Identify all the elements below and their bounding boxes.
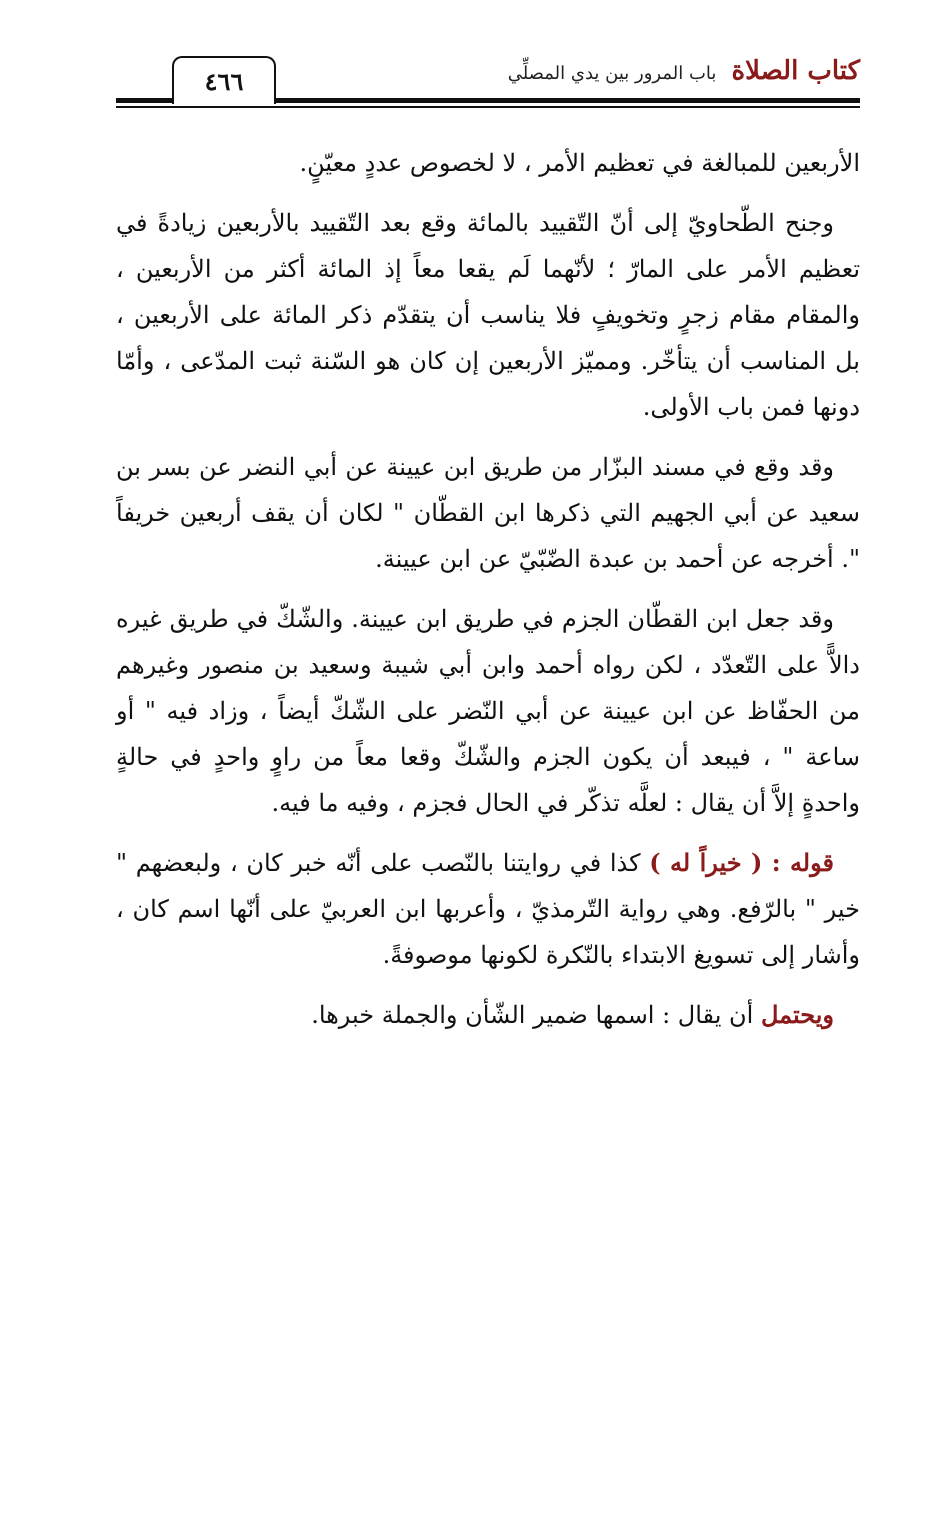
paragraph-3: وقد وقع في مسند البزّار من طريق ابن عيينة عن أبي النضر عن بسر بن سعيد عن أبي الجهيم التي ذكرها ابن القطّان " لكان أن يقف أربعين خريفاً ". أخرجه عن أحمد بن عبدة الضّبّيّ عن ابن عيينة. (116, 453, 860, 573)
chapter-title: باب المرور بين يدي المصلِّي (507, 63, 717, 84)
paragraph-6: ويحتمل أن يقال : اسمها ضمير الشّأن والجملة خبرها. (311, 1000, 834, 1029)
book-title: كتاب الصلاة (731, 56, 860, 86)
paragraph-1: الأربعين للمبالغة في تعظيم الأمر ، لا لخصوص عددٍ معيّنٍ. (299, 149, 860, 177)
header-rule-thin (116, 106, 860, 108)
highlight-word: ويحتمل (760, 1000, 834, 1029)
highlight-phrase: قوله : ( خيراً له ) (649, 848, 834, 877)
paragraph-2: وجنح الطّحاويّ إلى أنّ التّقييد بالمائة وقع بعد التّقييد بالأربعين زيادةً في تعظيم الأمر على المارّ ؛ لأنّهما لَم يقعا معاً إذ المائة أكثر من الأربعين ، والمقام مقام زجرٍ وتخويفٍ فلا يناسب أن يتقدّم ذكر المائة على الأربعين ، بل المناسب أن يتأخّر. ومميّز الأربعين إن كان هو السّنة ثبت المدّعى ، وأمّا دونها فمن باب الأولى. (116, 209, 860, 421)
page-number: ٤٦٦ (172, 56, 276, 104)
header-title (508, 56, 860, 86)
paragraph-4: وقد جعل ابن القطّان الجزم في طريق ابن عيينة. والشّكّ في طريق غيره دالاًّ على التّعدّد ، لكن رواه أحمد وابن أبي شيبة وسعيد بن منصور وغيرهم من الحفّاظ عن ابن عيينة عن أبي النّضر على الشّكّ أيضاً ، وزاد فيه " أو ساعة " ، فيبعد أن يكون الجزم والشّكّ وقعا معاً من راوٍ واحدٍ في حالةٍ واحدةٍ إلاَّ أن يقال : لعلَّه تذكّر في الحال فجزم ، وفيه ما فيه. (116, 605, 861, 817)
page-body (116, 140, 860, 1052)
paragraph-5: قوله : ( خيراً له ) كذا في روايتنا بالنّصب على أنّه خبر كان ، ولبعضهم " خير " بالرّفع. وهي رواية التّرمذيّ ، وأعربها ابن العربيّ على أنّها اسم كان ، وأشار إلى تسويغ الابتداء بالنّكرة لكونها موصوفةً. (116, 848, 860, 969)
page-header (116, 52, 860, 110)
